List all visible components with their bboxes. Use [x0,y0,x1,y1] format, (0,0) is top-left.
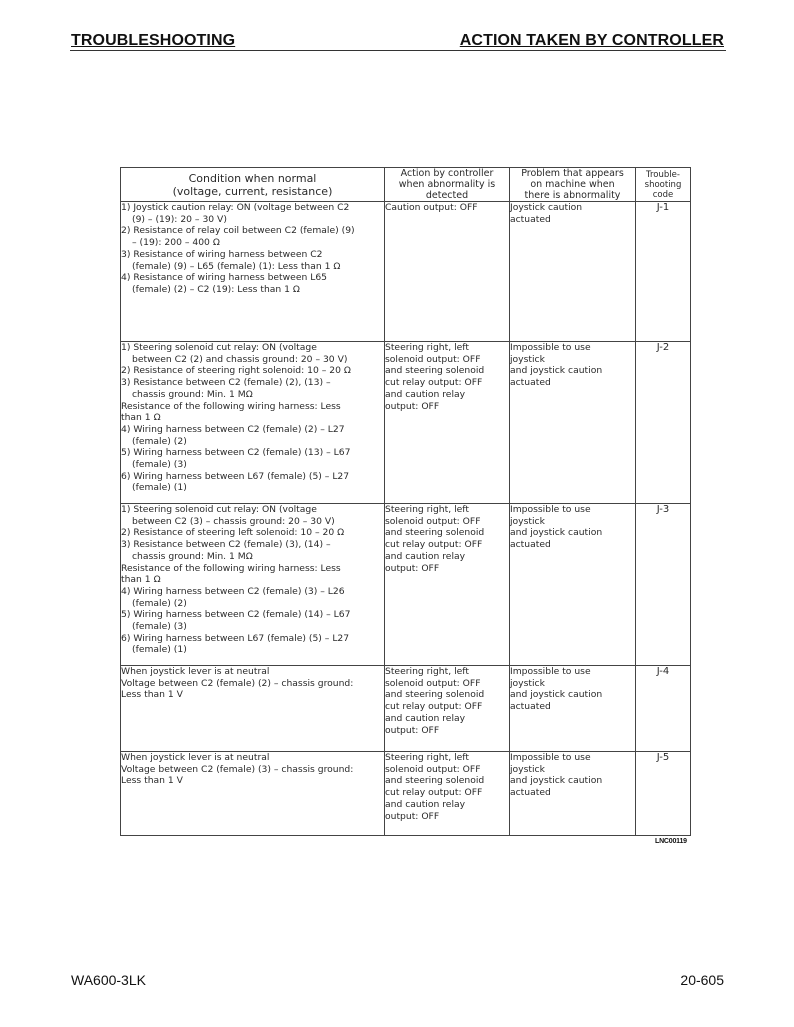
header-page-title: ACTION TAKEN BY CONTROLLER [459,32,724,49]
footer-page-number: 20-605 [680,972,724,988]
cell-line: Impossible to use [510,752,591,763]
action-cell [385,504,510,666]
cell-line: joystick [510,763,545,775]
column-header-line: shooting [644,179,682,190]
problem-cell [510,752,636,836]
cell-line: Less than 1 V [121,689,183,701]
problem-cell [510,202,636,342]
cell-line: (female) (9) – L65 (female) (1): Less than 1 Ω [132,260,341,272]
cell-line: 6) Wiring harness between L67 (female) (5) – L27 [121,470,350,482]
cell-line: and steering solenoid [385,689,485,701]
footer-model: WA600-3LK [71,972,146,988]
cell-line: (female) (1) [132,482,187,494]
column-header-line: Trouble- [646,169,680,180]
cell-line: When joystick lever is at neutral [121,752,270,763]
cell-line: Steering right, left [385,342,469,353]
cell-line: output: OFF [385,400,440,412]
cell-line: Resistance of the following wiring harness: Less [121,400,341,412]
column-header-problem [510,168,636,202]
cell-line: (female) (2) [132,435,187,447]
action-cell [385,666,510,752]
code-cell: J-2 [636,342,691,504]
cell-line: 1) Joystick caution relay: ON (voltage between C2 [121,202,350,213]
problem-cell [510,666,636,752]
cell-line: (9) – (19): 20 – 30 V) [132,213,227,225]
cell-line: cut relay output: OFF [385,377,483,389]
cell-line: 2) Resistance of steering right solenoid: 10 – 20 Ω [121,365,351,377]
condition-cell [121,666,385,752]
cell-line: (female) (3) [132,621,187,633]
cell-line: Impossible to use [510,504,591,515]
column-header-line: there is abnormality [524,190,621,201]
table-row [121,202,691,342]
condition-cell [121,752,385,836]
cell-line: output: OFF [385,724,440,736]
condition-cell [121,342,385,504]
cell-line: and steering solenoid [385,775,485,787]
cell-line: 3) Resistance between C2 (female) (2), (13) – [121,377,331,389]
table-row [121,752,691,836]
code-cell: J-4 [636,666,691,752]
cell-line: 4) Wiring harness between C2 (female) (3) – L26 [121,585,345,597]
cell-line: 2) Resistance of steering left solenoid: 10 – 20 Ω [121,527,345,539]
cell-line: (female) (3) [132,459,187,471]
cell-line: 3) Resistance of wiring harness between C2 [121,248,323,260]
troubleshooting-table [120,167,691,836]
cell-line: than 1 Ω [121,574,161,586]
cell-line: actuated [510,787,551,799]
cell-line: actuated [510,539,551,551]
cell-line: 3) Resistance between C2 (female) (3), (14) – [121,539,331,551]
cell-line: and caution relay [385,388,466,400]
cell-line: 4) Wiring harness between C2 (female) (2) – L27 [121,423,345,435]
column-header-line: on machine when [530,179,615,190]
cell-line: (female) (2) [132,597,187,609]
cell-line: cut relay output: OFF [385,701,483,713]
cell-line: and joystick caution [510,689,603,701]
cell-line: and steering solenoid [385,527,485,539]
table-header [121,168,691,202]
cell-line: output: OFF [385,810,440,822]
cell-line: 5) Wiring harness between C2 (female) (13) – L67 [121,447,351,459]
cell-line: joystick [510,677,545,689]
cell-line: and joystick caution [510,775,603,787]
cell-line: Voltage between C2 (female) (3) – chassis ground: [121,763,354,775]
cell-line: joystick [510,353,545,365]
cell-line: When joystick lever is at neutral [121,666,270,677]
action-cell [385,752,510,836]
column-header-code [636,168,691,202]
cell-line: Resistance of the following wiring harness: Less [121,562,341,574]
cell-line: Voltage between C2 (female) (2) – chassis ground: [121,677,354,689]
column-header-action [385,168,510,202]
cell-line: and steering solenoid [385,365,485,377]
cell-line: actuated [510,213,551,225]
cell-line: joystick [510,515,545,527]
table-row [121,342,691,504]
cell-line: 2) Resistance of relay coil between C2 (female) (9) [121,225,355,237]
action-cell [385,202,510,342]
cell-line: Steering right, left [385,504,469,515]
table-body [121,202,691,836]
cell-line: Impossible to use [510,666,591,677]
cell-line: 6) Wiring harness between L67 (female) (5) – L27 [121,632,350,644]
cell-line: than 1 Ω [121,412,161,424]
figure-reference: LNC00119 [655,838,687,845]
cell-line: and caution relay [385,798,466,810]
cell-line: between C2 (3) – chassis ground: 20 – 30 V) [132,515,335,527]
cell-line: and joystick caution [510,365,603,377]
table-row [121,666,691,752]
column-header-line: detected [425,190,469,201]
problem-cell [510,342,636,504]
condition-cell [121,504,385,666]
cell-line: chassis ground: Min. 1 MΩ [132,388,253,400]
column-header-line: Action by controller [400,168,494,179]
cell-line: (female) (1) [132,644,187,656]
cell-line: 4) Resistance of wiring harness between L65 [121,272,328,284]
cell-line: (female) (2) – C2 (19): Less than 1 Ω [132,283,300,295]
cell-line: actuated [510,377,551,389]
cell-line: 1) Steering solenoid cut relay: ON (voltage [121,504,317,515]
cell-line: between C2 (2) and chassis ground: 20 – 30 V) [132,353,348,365]
column-header-line: when abnormality is [398,179,496,190]
cell-line: and caution relay [385,712,466,724]
cell-line: and joystick caution [510,527,603,539]
cell-line: cut relay output: OFF [385,539,483,551]
cell-line: 5) Wiring harness between C2 (female) (14) – L67 [121,609,351,621]
column-header-line: Problem that appears [521,168,624,179]
cell-line: cut relay output: OFF [385,787,483,799]
header-section-title: TROUBLESHOOTING [71,32,236,49]
column-header-line: (voltage, current, resistance) [172,184,333,198]
action-cell [385,342,510,504]
column-header-condition [121,168,385,202]
code-cell: J-3 [636,504,691,666]
column-header-line: code [652,189,674,200]
cell-line: – (19): 200 – 400 Ω [132,237,220,249]
cell-line: Impossible to use [510,342,591,353]
cell-line: chassis ground: Min. 1 MΩ [132,550,253,562]
cell-line: actuated [510,701,551,713]
code-cell: J-5 [636,752,691,836]
cell-line: Caution output: OFF [385,202,478,213]
cell-line: solenoid output: OFF [385,763,481,775]
table-row [121,504,691,666]
cell-line: 1) Steering solenoid cut relay: ON (voltage [121,342,317,353]
problem-cell [510,504,636,666]
cell-line: solenoid output: OFF [385,515,481,527]
cell-line: and caution relay [385,550,466,562]
header-rule [70,50,726,51]
cell-line: Steering right, left [385,752,469,763]
cell-line: Less than 1 V [121,775,183,787]
code-cell: J-1 [636,202,691,342]
cell-line: solenoid output: OFF [385,677,481,689]
cell-line: solenoid output: OFF [385,353,481,365]
column-header-line: Condition when normal [188,171,317,185]
cell-line: output: OFF [385,562,440,574]
cell-line: Steering right, left [385,666,469,677]
cell-line: Joystick caution [510,202,583,213]
condition-cell [121,202,385,342]
